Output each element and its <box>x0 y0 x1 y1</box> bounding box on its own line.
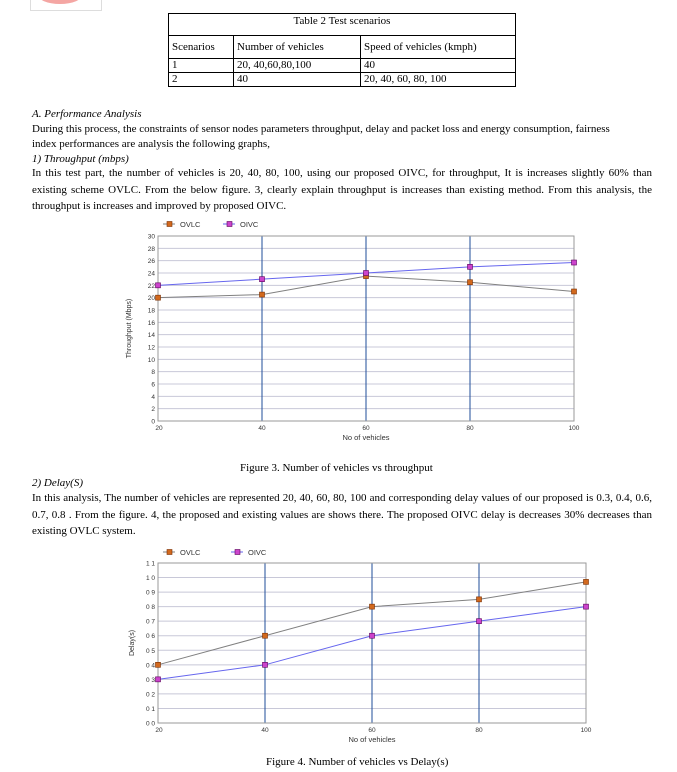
header-logo <box>30 0 102 11</box>
x-tick-label: 60 <box>362 425 370 432</box>
data-point-ovlc <box>572 289 577 294</box>
data-point-oivc <box>364 271 369 276</box>
y-tick-label: 2 <box>151 406 155 414</box>
data-point-ovlc <box>156 662 161 667</box>
throughput-paragraph: In this test part, the number of vehicles is 20, 40, 80, 100, using our proposed OIVC, for throughput, It is increases slightly 60% than existing scheme OVLC. From the below figure. 3, clearly explain throughput is increases than existing method. From this analysis, the throughput is increases and improved by proposed OIVC. <box>32 167 652 212</box>
legend-marker-oivc <box>227 222 232 227</box>
subsection-heading-delay: 2) Delay(S) <box>32 477 84 489</box>
y-tick-label: 1 0 <box>145 575 155 583</box>
y-tick-label: 14 <box>147 332 155 340</box>
y-tick-label: 12 <box>147 344 155 352</box>
table-row <box>169 73 516 87</box>
legend-label-ovlc: OVLC <box>180 220 201 229</box>
throughput-chart <box>115 216 590 446</box>
y-tick-label: 0 8 <box>145 604 155 612</box>
table-cell: 40 <box>361 59 516 73</box>
y-tick-label: 0 <box>151 418 155 426</box>
x-tick-label: 80 <box>475 727 483 734</box>
y-tick-label: 22 <box>147 282 155 290</box>
y-tick-label: 0 0 <box>145 720 155 728</box>
table-cell: 20, 40,60,80,100 <box>234 59 361 73</box>
y-tick-label: 4 <box>151 393 155 401</box>
y-tick-label: 24 <box>147 270 155 278</box>
y-tick-label: 0 9 <box>145 589 155 597</box>
figure-3-caption: Figure 3. Number of vehicles vs throughput <box>240 462 433 474</box>
y-tick-label: 16 <box>147 319 155 327</box>
data-point-ovlc <box>263 633 268 638</box>
y-tick-label: 1 1 <box>145 560 155 568</box>
x-tick-label: 20 <box>155 425 163 432</box>
data-point-ovlc <box>584 579 589 584</box>
intro-line-1: During this process, the constraints of sensor nodes parameters throughput, delay and packet loss and energy consumption, fairness <box>32 123 610 135</box>
legend-marker-ovlc <box>167 550 172 555</box>
table-header-cell: Number of vehicles <box>234 36 361 59</box>
data-point-oivc <box>477 619 482 624</box>
y-tick-label: 0 2 <box>145 691 155 699</box>
y-tick-label: 0 4 <box>145 662 155 670</box>
y-tick-label: 0 3 <box>145 676 155 684</box>
data-point-oivc <box>584 604 589 609</box>
x-axis-label: No of vehicles <box>342 433 390 442</box>
data-point-oivc <box>572 260 577 265</box>
intro-line-2: index performances are analysis the following graphs, <box>32 138 270 150</box>
delay-chart <box>115 543 600 748</box>
legend-marker-ovlc <box>167 222 172 227</box>
x-tick-label: 80 <box>466 425 474 432</box>
y-tick-label: 8 <box>151 369 155 377</box>
data-point-oivc <box>263 662 268 667</box>
y-tick-label: 0 7 <box>145 618 155 626</box>
y-tick-label: 18 <box>147 307 155 315</box>
table-cell: 1 <box>169 59 234 73</box>
legend-marker-oivc <box>235 550 240 555</box>
table-row <box>169 59 516 73</box>
data-point-oivc <box>260 277 265 282</box>
legend-label-ovlc: OVLC <box>180 548 201 557</box>
data-point-oivc <box>370 633 375 638</box>
y-tick-label: 0 1 <box>145 705 155 713</box>
data-point-ovlc <box>370 604 375 609</box>
data-point-ovlc <box>156 295 161 300</box>
y-tick-label: 0 5 <box>145 647 155 655</box>
table-header-cell: Speed of vehicles (kmph) <box>361 36 516 59</box>
y-tick-label: 28 <box>147 245 155 253</box>
x-tick-label: 40 <box>261 727 269 734</box>
x-axis-label: No of vehicles <box>348 735 396 744</box>
data-point-ovlc <box>477 597 482 602</box>
table-header-cell: Scenarios <box>169 36 234 59</box>
delay-paragraph: In this analysis, The number of vehicles are represented 20, 40, 60, 80, 100 and corresponding delay values of our proposed is 0.3, 0.4, 0.6, 0.7, 0.8 . From the figure. 4, the proposed and existing values are shows there. The proposed OIVC delay is decreases 30% decreases than existing OVLC system. <box>32 492 652 537</box>
x-tick-label: 100 <box>580 727 592 734</box>
y-axis-label: Delay(s) <box>129 629 136 657</box>
test-scenarios-table <box>168 13 516 87</box>
y-axis-label: Throughput (Mbps) <box>126 298 133 359</box>
data-point-oivc <box>156 283 161 288</box>
table-cell: 40 <box>234 73 361 87</box>
x-tick-label: 20 <box>155 727 163 734</box>
logo-shape <box>37 0 83 4</box>
y-tick-label: 26 <box>147 258 155 266</box>
y-tick-label: 30 <box>147 233 155 241</box>
data-point-ovlc <box>260 292 265 297</box>
x-tick-label: 100 <box>568 425 580 432</box>
legend-label-oivc: OIVC <box>240 220 259 229</box>
y-tick-label: 6 <box>151 381 155 389</box>
table-cell: 20, 40, 60, 80, 100 <box>361 73 516 87</box>
figure-4-caption: Figure 4. Number of vehicles vs Delay(s) <box>266 756 449 768</box>
y-tick-label: 10 <box>147 356 155 364</box>
subsection-heading-throughput: 1) Throughput (mbps) <box>32 153 129 165</box>
x-tick-label: 60 <box>368 727 376 734</box>
legend-label-oivc: OIVC <box>248 548 267 557</box>
data-point-oivc <box>156 677 161 682</box>
y-tick-label: 0 6 <box>145 633 155 641</box>
data-point-oivc <box>468 264 473 269</box>
y-tick-label: 20 <box>147 295 155 303</box>
data-point-ovlc <box>468 280 473 285</box>
table-caption: Table 2 Test scenarios <box>169 14 516 36</box>
x-tick-label: 40 <box>258 425 266 432</box>
table-cell: 2 <box>169 73 234 87</box>
section-heading: A. Performance Analysis <box>32 108 142 120</box>
